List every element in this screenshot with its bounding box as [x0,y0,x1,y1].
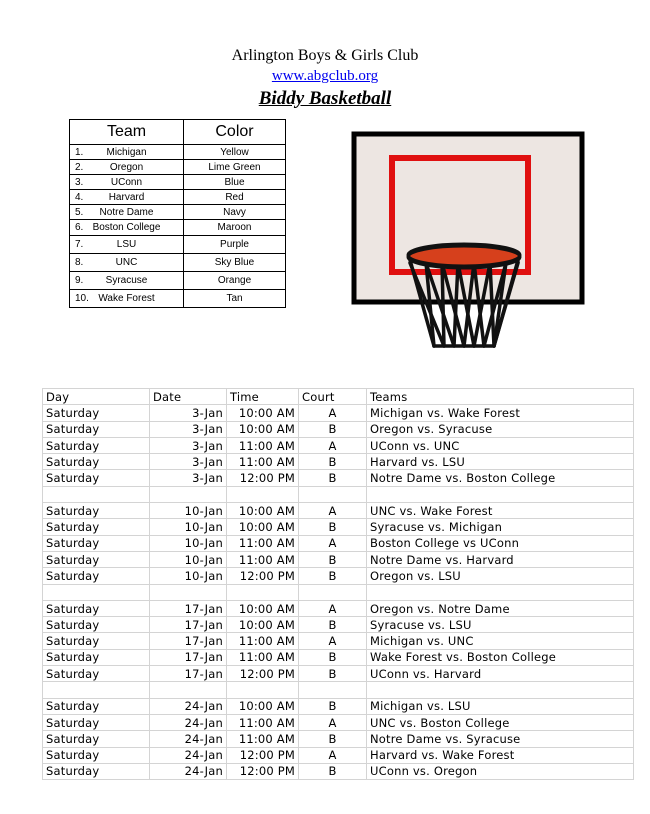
date-cell: 10-Jan [150,568,227,584]
time-cell: 10:00 AM [227,421,299,437]
club-name: Arlington Boys & Girls Club [231,47,419,64]
empty-cell [150,584,227,600]
matchup-cell: UNC vs. Boston College [367,714,634,730]
court-cell: A [299,600,367,616]
table-row [70,205,286,220]
team-color: Sky Blue [184,254,286,272]
court-cell: A [299,503,367,519]
table-row [43,421,634,437]
day-cell: Saturday [43,519,150,535]
table-row [43,649,634,665]
date-cell: 3-Jan [150,454,227,470]
matchup-cell: UConn vs. Harvard [367,666,634,682]
matchup-cell: Michigan vs. Wake Forest [367,405,634,421]
table-row [43,747,634,763]
day-cell: Saturday [43,763,150,779]
table-row [70,190,286,205]
team-color: Orange [184,272,286,290]
team-color: Yellow [184,145,286,160]
court-cell: B [299,470,367,486]
table-row [43,698,634,714]
team-cell [70,160,184,175]
matchup-cell: Syracuse vs. LSU [367,617,634,633]
team-cell [70,272,184,290]
table-row [43,454,634,470]
team-cell [70,175,184,190]
team-cell [70,254,184,272]
empty-cell [43,584,150,600]
court-cell: A [299,535,367,551]
empty-cell [299,584,367,600]
date-cell: 24-Jan [150,714,227,730]
team-number: 3. [75,176,84,188]
time-cell: 10:00 AM [227,405,299,421]
date-cell: 17-Jan [150,617,227,633]
team-name: UNC [115,257,138,268]
empty-cell [150,486,227,502]
team-name: Notre Dame [99,206,154,218]
team-number: 2. [75,161,84,173]
matchup-cell: Harvard vs. Wake Forest [367,747,634,763]
matchup-cell: Oregon vs. Notre Dame [367,600,634,616]
date-cell: 3-Jan [150,405,227,421]
day-cell: Saturday [43,437,150,453]
table-row [43,617,634,633]
team-number: 9. [75,275,84,286]
empty-cell [43,682,150,698]
empty-cell [367,682,634,698]
date-cell: 24-Jan [150,747,227,763]
matchup-cell: Boston College vs UConn [367,535,634,551]
court-column-header: Court [299,389,367,405]
time-cell: 10:00 AM [227,600,299,616]
table-row [70,236,286,254]
time-cell: 12:00 PM [227,747,299,763]
matchup-cell: Wake Forest vs. Boston College [367,649,634,665]
court-cell: A [299,714,367,730]
date-cell: 17-Jan [150,649,227,665]
time-cell: 11:00 AM [227,633,299,649]
team-cell [70,145,184,160]
empty-cell [367,486,634,502]
empty-cell [299,486,367,502]
day-cell: Saturday [43,649,150,665]
team-color-table [69,119,286,308]
day-cell: Saturday [43,535,150,551]
game-schedule-table [42,388,634,780]
team-number: 5. [75,206,84,218]
table-row [43,503,634,519]
day-cell: Saturday [43,714,150,730]
day-cell: Saturday [43,617,150,633]
table-row [43,551,634,567]
date-column-header: Date [150,389,227,405]
empty-cell [43,486,150,502]
date-cell: 10-Jan [150,503,227,519]
team-number: 6. [75,222,84,233]
time-cell: 10:00 AM [227,519,299,535]
team-color: Red [184,190,286,205]
team-number: 7. [75,239,84,250]
team-number: 8. [75,257,84,268]
table-row [70,290,286,308]
color-column-header: Color [184,120,286,145]
court-cell: B [299,421,367,437]
team-color: Lime Green [184,160,286,175]
table-row [70,220,286,236]
matchup-cell: Harvard vs. LSU [367,454,634,470]
matchup-cell: Michigan vs. UNC [367,633,634,649]
time-cell: 11:00 AM [227,551,299,567]
team-cell [70,290,184,308]
table-row [70,175,286,190]
table-row [70,160,286,175]
time-cell: 10:00 AM [227,617,299,633]
date-cell: 24-Jan [150,731,227,747]
team-color: Maroon [184,220,286,236]
table-row [43,633,634,649]
time-cell: 11:00 AM [227,731,299,747]
matchup-cell: Oregon vs. LSU [367,568,634,584]
basketball-hoop-icon [348,128,588,353]
time-column-header: Time [227,389,299,405]
day-cell: Saturday [43,470,150,486]
table-row [43,731,634,747]
day-cell: Saturday [43,666,150,682]
empty-cell [227,486,299,502]
court-cell: A [299,747,367,763]
table-row [43,535,634,551]
time-cell: 12:00 PM [227,470,299,486]
date-cell: 17-Jan [150,600,227,616]
date-cell: 24-Jan [150,698,227,714]
page-title: Biddy Basketball [258,88,392,109]
team-name: Wake Forest [98,293,155,304]
teams-column-header: Teams [367,389,634,405]
day-cell: Saturday [43,600,150,616]
team-color: Purple [184,236,286,254]
team-name: Syracuse [105,275,148,286]
team-number: 4. [75,191,84,203]
court-cell: B [299,698,367,714]
team-name: LSU [116,239,137,250]
team-name: Michigan [106,146,147,158]
table-row [43,470,634,486]
day-cell: Saturday [43,568,150,584]
court-cell: B [299,617,367,633]
team-name: UConn [110,176,143,188]
matchup-cell: Michigan vs. LSU [367,698,634,714]
team-cell [70,220,184,236]
team-column-header: Team [70,120,184,145]
court-cell: B [299,568,367,584]
date-cell: 3-Jan [150,470,227,486]
day-cell: Saturday [43,551,150,567]
date-cell: 17-Jan [150,666,227,682]
team-color: Tan [184,290,286,308]
time-cell: 11:00 AM [227,454,299,470]
empty-cell [150,682,227,698]
table-row [43,568,634,584]
date-cell: 3-Jan [150,437,227,453]
matchup-cell: UConn vs. Oregon [367,763,634,779]
table-row [43,714,634,730]
team-color: Blue [184,175,286,190]
court-cell: A [299,437,367,453]
empty-cell [299,682,367,698]
table-row [70,272,286,290]
day-column-header: Day [43,389,150,405]
table-row [43,519,634,535]
team-cell [70,236,184,254]
spacer-row [43,682,634,698]
team-name: Harvard [108,191,145,203]
court-cell: A [299,405,367,421]
court-cell: B [299,731,367,747]
matchup-cell: Notre Dame vs. Harvard [367,551,634,567]
time-cell: 12:00 PM [227,666,299,682]
day-cell: Saturday [43,421,150,437]
date-cell: 3-Jan [150,421,227,437]
table-row [70,145,286,160]
day-cell: Saturday [43,731,150,747]
matchup-cell: Notre Dame vs. Syracuse [367,731,634,747]
court-cell: B [299,454,367,470]
court-cell: B [299,763,367,779]
table-row [70,254,286,272]
day-cell: Saturday [43,747,150,763]
table-row [43,763,634,779]
matchup-cell: UNC vs. Wake Forest [367,503,634,519]
team-number: 1. [75,146,84,158]
court-cell: B [299,519,367,535]
table-row [43,600,634,616]
date-cell: 10-Jan [150,535,227,551]
table-row [43,666,634,682]
court-cell: A [299,633,367,649]
club-website-link[interactable]: www.abgclub.org [271,68,379,84]
team-number: 10. [75,293,89,304]
spacer-row [43,584,634,600]
time-cell: 11:00 AM [227,714,299,730]
day-cell: Saturday [43,633,150,649]
time-cell: 10:00 AM [227,503,299,519]
date-cell: 24-Jan [150,763,227,779]
spacer-row [43,486,634,502]
empty-cell [227,584,299,600]
team-cell [70,190,184,205]
time-cell: 11:00 AM [227,437,299,453]
court-cell: B [299,551,367,567]
table-row [43,437,634,453]
court-cell: B [299,666,367,682]
date-cell: 17-Jan [150,633,227,649]
day-cell: Saturday [43,698,150,714]
empty-cell [227,682,299,698]
team-name: Oregon [109,161,144,173]
day-cell: Saturday [43,454,150,470]
court-cell: B [299,649,367,665]
time-cell: 11:00 AM [227,535,299,551]
matchup-cell: UConn vs. UNC [367,437,634,453]
day-cell: Saturday [43,405,150,421]
day-cell: Saturday [43,503,150,519]
time-cell: 12:00 PM [227,763,299,779]
team-cell [70,205,184,220]
time-cell: 12:00 PM [227,568,299,584]
empty-cell [367,584,634,600]
matchup-cell: Syracuse vs. Michigan [367,519,634,535]
date-cell: 10-Jan [150,551,227,567]
time-cell: 10:00 AM [227,698,299,714]
matchup-cell: Notre Dame vs. Boston College [367,470,634,486]
team-color: Navy [184,205,286,220]
date-cell: 10-Jan [150,519,227,535]
matchup-cell: Oregon vs. Syracuse [367,421,634,437]
time-cell: 11:00 AM [227,649,299,665]
team-name: Boston College [92,222,161,233]
table-row [43,405,634,421]
